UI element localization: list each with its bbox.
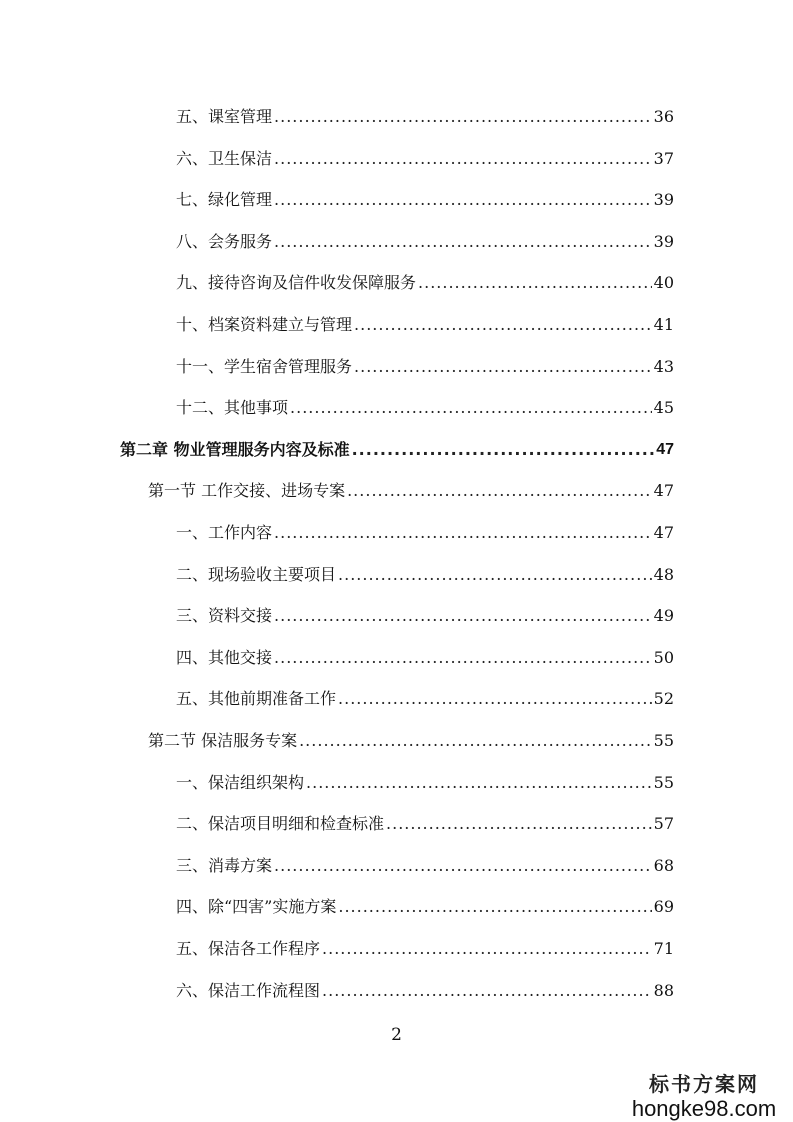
toc-entry[interactable] xyxy=(176,895,674,919)
toc-entry-title: 一、工作内容 xyxy=(176,523,273,542)
toc-entry-title: 十二、其他事项 xyxy=(176,398,289,418)
toc-entry[interactable] xyxy=(176,646,674,670)
toc-dot-leader xyxy=(306,771,652,795)
toc-entry-title: 五、保洁各工作程序 xyxy=(176,939,321,958)
toc-dot-leader xyxy=(274,105,652,129)
toc-dot-leader xyxy=(322,979,652,1003)
toc-entry[interactable] xyxy=(176,230,674,254)
toc-entry-page: 41 xyxy=(653,315,674,334)
toc-entry-title: 第一节 工作交接、进场专案 xyxy=(148,481,346,501)
toc-entry-page: 47 xyxy=(656,440,674,458)
toc-entry-title: 三、资料交接 xyxy=(176,606,273,626)
toc-entry[interactable] xyxy=(176,979,674,1003)
toc-entry-title: 十、档案资料建立与管理 xyxy=(176,315,353,334)
toc-entry[interactable] xyxy=(176,147,674,171)
toc-section-entry[interactable] xyxy=(148,479,674,503)
toc-dot-leader xyxy=(274,147,652,171)
toc-entry-page: 52 xyxy=(653,689,674,709)
toc-entry-title: 七、绿化管理 xyxy=(176,190,273,210)
toc-entry-title: 三、消毒方案 xyxy=(176,855,273,875)
toc-chapter-entry[interactable] xyxy=(120,438,674,462)
toc-entry[interactable] xyxy=(176,937,674,961)
toc-dot-leader xyxy=(418,271,652,295)
toc-entry-title: 四、其他交接 xyxy=(176,647,273,667)
toc-dot-leader xyxy=(299,729,652,753)
toc-entry-page: 48 xyxy=(653,564,674,584)
toc-entry-page: 71 xyxy=(653,939,674,958)
toc-dot-leader xyxy=(274,188,652,212)
toc-entry-title: 五、其他前期准备工作 xyxy=(176,689,337,709)
toc-entry-title: 十一、学生宿舍管理服务 xyxy=(176,356,353,376)
toc-dot-leader xyxy=(274,604,652,628)
toc-entry[interactable] xyxy=(176,771,674,795)
toc-entry[interactable] xyxy=(176,812,674,836)
page-number: 2 xyxy=(391,1025,402,1045)
toc-entry-title: 六、保洁工作流程图 xyxy=(176,980,321,1000)
toc-entry[interactable] xyxy=(176,396,674,420)
toc-entry-page: 40 xyxy=(653,273,674,293)
toc-entry-page: 68 xyxy=(653,855,674,875)
toc-entry[interactable] xyxy=(176,355,674,379)
toc-entry-page: 49 xyxy=(653,606,674,626)
toc-dot-leader xyxy=(354,313,652,337)
toc-entry-page: 55 xyxy=(653,772,674,792)
toc-dot-leader xyxy=(338,687,652,711)
toc-entry-page: 50 xyxy=(653,647,674,667)
toc-entry-title: 二、保洁项目明细和检查标准 xyxy=(176,814,385,834)
toc-dot-leader xyxy=(322,937,652,961)
toc-dot-leader xyxy=(290,396,652,420)
toc-entry-page: 47 xyxy=(653,523,674,542)
toc-entry[interactable] xyxy=(176,188,674,212)
toc-entry-title: 六、卫生保洁 xyxy=(176,148,273,168)
watermark-url-text: hongke98.com xyxy=(631,1096,777,1121)
toc-entry-title: 五、课室管理 xyxy=(176,107,273,126)
toc-entry-title: 四、除“四害”实施方案 xyxy=(176,897,337,917)
toc-entry-title: 八、会务服务 xyxy=(176,231,273,251)
toc-dot-leader xyxy=(386,812,652,836)
toc-entry-title: 第二章 物业管理服务内容及标准 xyxy=(120,439,350,459)
toc-dot-leader xyxy=(338,563,652,587)
toc-entry-page: 37 xyxy=(653,148,674,168)
toc-dot-leader xyxy=(347,479,652,503)
toc-dot-leader xyxy=(274,854,652,878)
toc-entry-page: 36 xyxy=(653,107,674,126)
toc-entry-title: 一、保洁组织架构 xyxy=(176,772,305,792)
toc-entry-page: 88 xyxy=(653,980,674,1000)
toc-entry[interactable] xyxy=(176,271,674,295)
toc-entry-title: 九、接待咨询及信件收发保障服务 xyxy=(176,273,417,293)
watermark-cn-text: 标书方案网 xyxy=(649,1072,759,1096)
watermark-logo xyxy=(629,1068,779,1121)
toc-entry[interactable] xyxy=(176,313,674,337)
toc-dot-leader xyxy=(354,355,652,379)
toc-entry-page: 55 xyxy=(653,731,674,750)
toc-dot-leader xyxy=(274,646,652,670)
toc-dot-leader xyxy=(274,230,652,254)
toc-entry-title: 二、现场验收主要项目 xyxy=(176,564,337,584)
toc-entry-page: 47 xyxy=(653,481,674,501)
toc-entry[interactable] xyxy=(176,105,674,129)
toc-entry-page: 43 xyxy=(653,356,674,376)
toc-entry-page: 57 xyxy=(653,814,674,834)
toc-dot-leader xyxy=(274,521,652,545)
toc-entry-page: 39 xyxy=(653,231,674,251)
toc-entry-page: 69 xyxy=(653,897,674,917)
toc-entry[interactable] xyxy=(176,563,674,587)
toc-entry[interactable] xyxy=(176,687,674,711)
toc-entry[interactable] xyxy=(176,854,674,878)
toc-entry[interactable] xyxy=(176,521,674,545)
toc-dot-leader xyxy=(352,438,655,462)
toc-entry-page: 45 xyxy=(653,398,674,418)
toc-section-entry[interactable] xyxy=(148,729,674,753)
toc-dot-leader xyxy=(338,895,651,919)
toc-entry-title: 第二节 保洁服务专案 xyxy=(148,731,298,750)
toc-entry[interactable] xyxy=(176,604,674,628)
toc-entry-page: 39 xyxy=(653,190,674,210)
